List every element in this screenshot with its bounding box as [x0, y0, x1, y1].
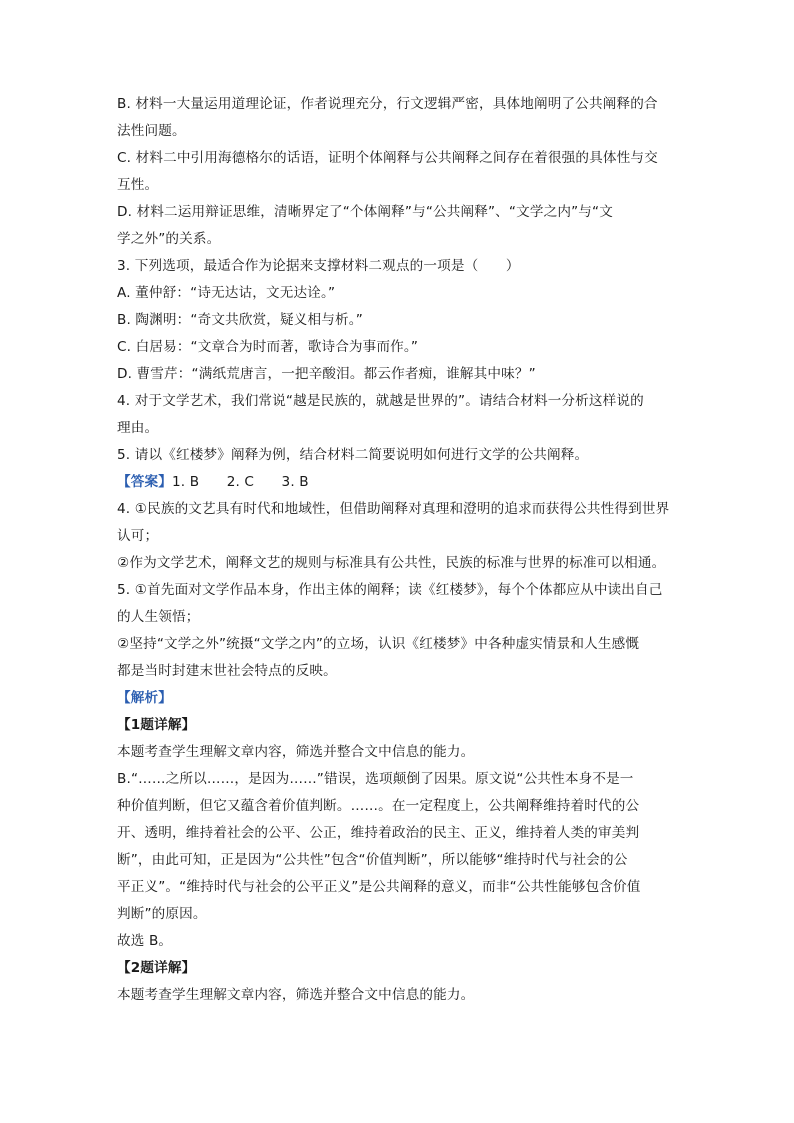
- analysis-heading: [117, 685, 689, 712]
- answer-text-line: 5. ①首先面对文学作品本身，作出主体的阐释；读《红楼梦》，每个个体都应从中读出自己: [117, 582, 663, 598]
- answer-text-line: ②作为文学艺术，阐释文艺的规则与标准具有公共性，民族的标准与世界的标准可以相通。: [117, 555, 666, 571]
- q1-tag: 【1题详解】: [117, 717, 196, 733]
- q2-text-line: 本题考查学生理解文章内容，筛选并整合文中信息的能力。: [117, 987, 475, 1003]
- document-body: [117, 91, 689, 1009]
- answer-line: [117, 469, 689, 496]
- text-line: D. 材料二运用辩证思维，清晰界定了“个体阐释”与“公共阐释”、“文学之内”与“文: [117, 204, 613, 220]
- question-5: 5. 请以《红楼梦》阐释为例，结合材料二简要说明如何进行文学的公共阐释。: [117, 447, 589, 463]
- option-b: B. 陶渊明：“奇文共欣赏，疑义相与析。”: [117, 312, 363, 328]
- answer-text-line: 都是当时封建末世社会特点的反映。: [117, 663, 337, 679]
- question-4: 4. 对于文学艺术，我们常说“越是民族的，就越是世界的”。请结合材料一分析这样说的: [117, 393, 644, 409]
- q1-heading: [117, 712, 689, 739]
- q1-text-line: 断”，由此可知，正是因为“公共性”包含“价值判断”，所以能够“维持时代与社会的公: [117, 852, 628, 868]
- text-line: 学之外”的关系。: [117, 231, 221, 247]
- analysis-tag: 【解析】: [117, 690, 172, 706]
- q2-heading: [117, 955, 689, 982]
- question-3: 3. 下列选项，最适合作为论据来支撑材料二观点的一项是（ ）: [117, 258, 520, 274]
- q1-text-line: 本题考查学生理解文章内容，筛选并整合文中信息的能力。: [117, 744, 475, 760]
- text-line: 法性问题。: [117, 123, 186, 139]
- answer-text-line: 认可；: [117, 528, 159, 544]
- answer-text-line: 4. ①民族的文艺具有时代和地域性，但借助阐释对真理和澄明的追求而获得公共性得到世界: [117, 501, 670, 517]
- text-line: C. 材料二中引用海德格尔的话语，证明个体阐释与公共阐释之间存在着很强的具体性与交: [117, 150, 658, 166]
- q1-text-line: 开、透明，维持着社会的公平、公正，维持着政治的民主、正义，维持着人类的审美判: [117, 825, 640, 841]
- q2-tag: 【2题详解】: [117, 960, 196, 976]
- answer-text-line: 的人生领悟；: [117, 609, 200, 625]
- answer-tag: 【答案】: [117, 474, 172, 490]
- q1-text-line: 平正义”。“维持时代与社会的公平正义”是公共阐释的意义，而非“公共性能够包含价值: [117, 879, 641, 895]
- q1-text-line: 种价值判断，但它又蕴含着价值判断。……。在一定程度上，公共阐释维持着时代的公: [117, 798, 640, 814]
- q1-text-line: 故选 B。: [117, 933, 173, 949]
- q1-text-line: 判断”的原因。: [117, 906, 207, 922]
- text-line: B. 材料一大量运用道理论证，作者说理充分，行文逻辑严密，具体地阐明了公共阐释的合: [117, 96, 658, 112]
- answer-text-line: ②坚持“文学之外”统摄“文学之内”的立场，认识《红楼梦》中各种虚实情景和人生感慨: [117, 636, 640, 652]
- option-a: A. 董仲舒：“诗无达诂，文无达诠。”: [117, 285, 336, 301]
- answer-choices: 1. B 2. C 3. B: [171, 474, 309, 490]
- option-c: C. 白居易：“文章合为时而著，歌诗合为事而作。”: [117, 339, 419, 355]
- option-d: D. 曹雪芹：“满纸荒唐言，一把辛酸泪。都云作者痴，谁解其中味？”: [117, 366, 536, 382]
- q1-text-line: B.“……之所以……，是因为……”错误，选项颠倒了因果。原文说“公共性本身不是一: [117, 771, 634, 787]
- text-line: 理由。: [117, 420, 159, 436]
- text-line: 互性。: [117, 177, 159, 193]
